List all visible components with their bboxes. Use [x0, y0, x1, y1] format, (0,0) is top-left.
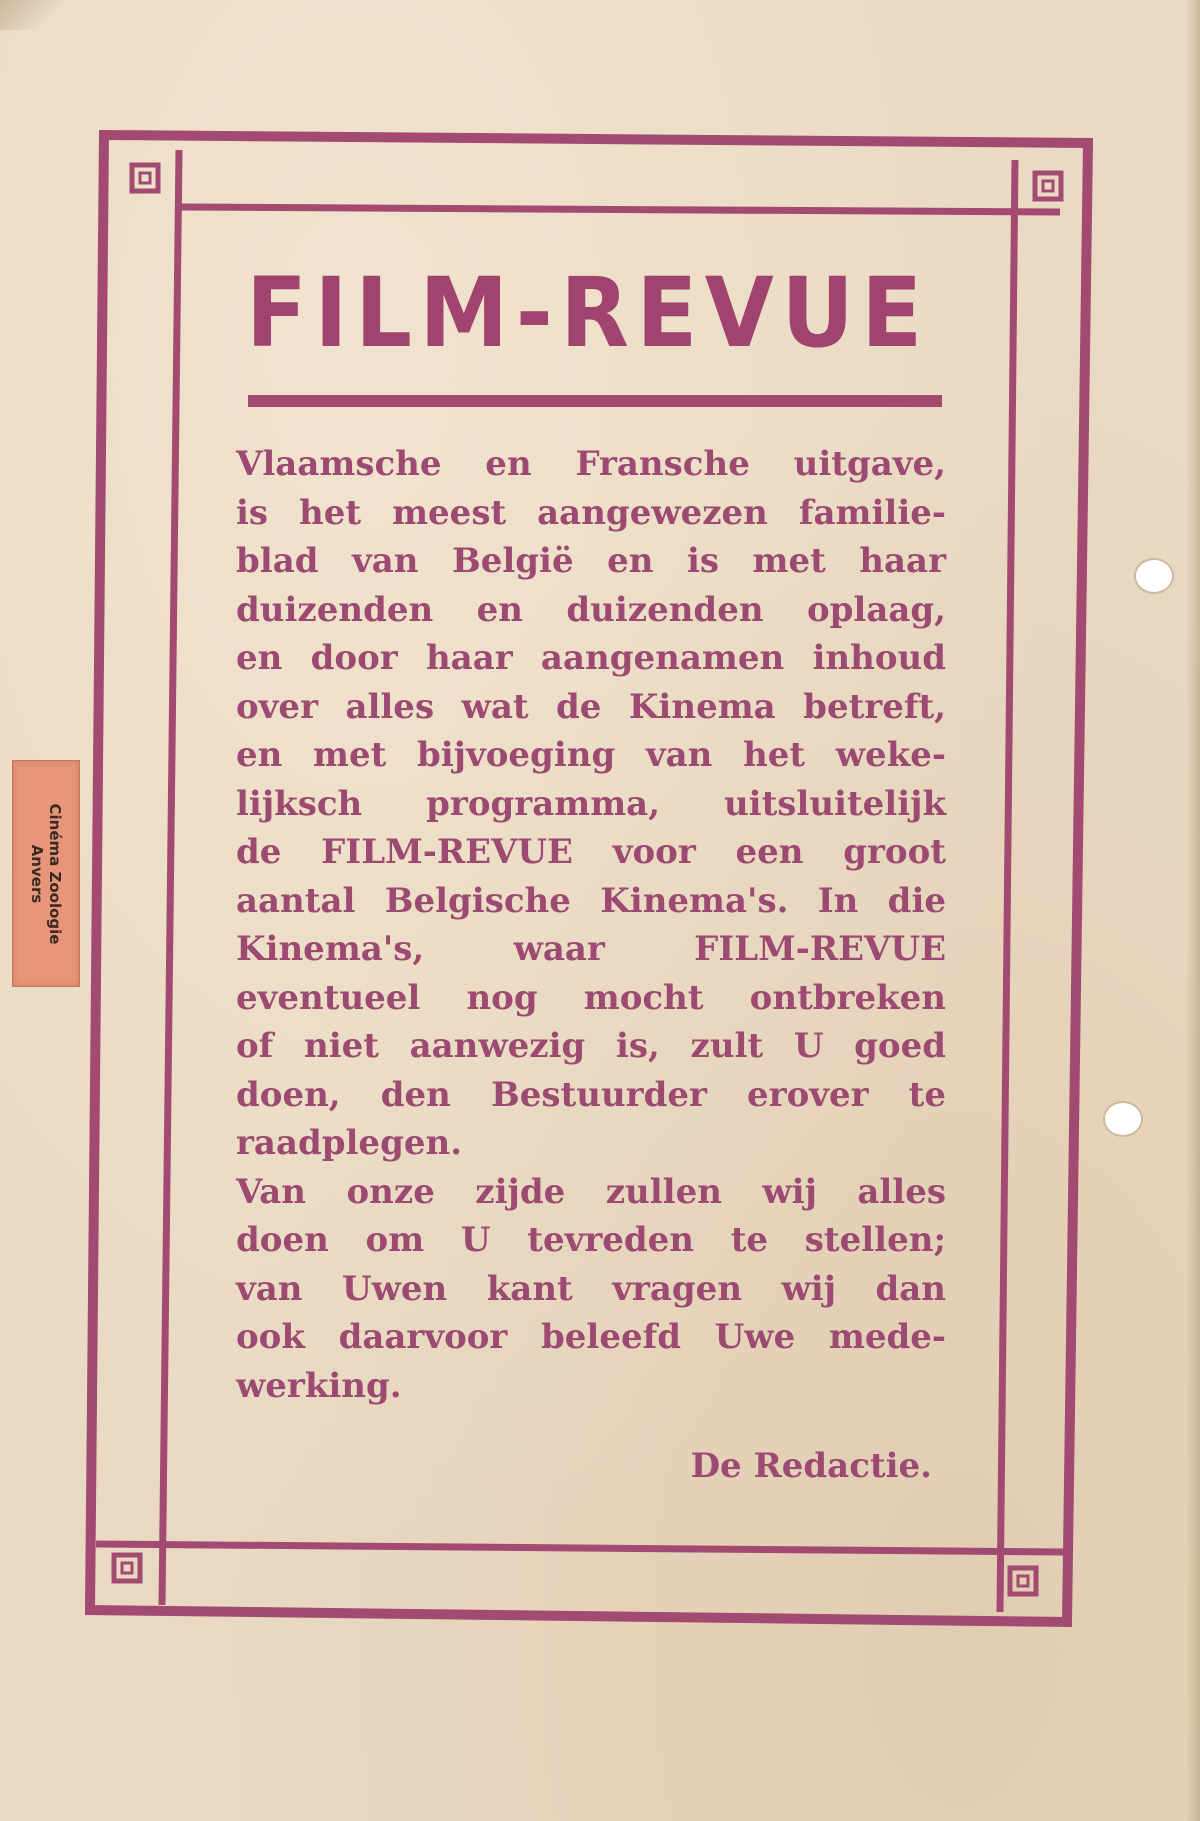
sticker-line-2: Anvers: [28, 844, 46, 903]
text-line: duizenden en duizenden oplaag,: [236, 589, 946, 630]
text-line: ook daarvoor beleefd Uwe mede-: [236, 1317, 946, 1357]
text-line: over alles wat de Kinema betreft,: [236, 686, 946, 727]
text-line: Van onze zijde zullen wij alles: [236, 1171, 946, 1212]
corner-ornament-bottom-right: [1010, 1568, 1036, 1594]
text-line: Kinema's, waar FILM-REVUE: [236, 929, 946, 969]
text-line: is het meest aangewezen familie-: [236, 492, 946, 533]
inner-rule-right: [1000, 160, 1015, 1612]
text-line: Vlaamsche en Fransche uitgave,: [236, 444, 946, 484]
announcement-text: [236, 440, 946, 1410]
text-line: de FILM-REVUE voor een groot: [236, 832, 946, 872]
text-line: blad van België en is met haar: [236, 541, 946, 581]
corner-ornament-bottom-left: [114, 1555, 140, 1581]
text-line: doen om U tevreden te stellen;: [236, 1220, 946, 1260]
text-line: en met bijvoeging van het weke-: [236, 735, 946, 775]
title-underline: [248, 395, 942, 407]
corner-ornament-top-left: [132, 165, 158, 191]
masthead-title: FILM-REVUE: [246, 257, 930, 369]
text-line: doen, den Bestuurder erover te: [236, 1074, 946, 1115]
inner-rule-top: [180, 207, 1060, 212]
sticker-line-1: Cinéma Zoologie: [46, 803, 64, 944]
corner-ornament-top-right: [1035, 173, 1061, 199]
text-line: eventueel nog mocht ontbreken: [236, 977, 946, 1018]
inner-rule-bottom: [96, 1544, 1065, 1552]
text-line: werking.: [236, 1365, 402, 1406]
text-line: en door haar aangenamen inhoud: [236, 638, 946, 678]
signature: De Redactie.: [690, 1446, 932, 1486]
text-line: van Uwen kant vragen wij dan: [236, 1268, 946, 1309]
text-line: raadplegen.: [236, 1123, 463, 1163]
text-line: aantal Belgische Kinema's. In die: [236, 880, 946, 921]
inner-rule-left: [162, 150, 179, 1605]
text-line: of niet aanwezig is, zult U goed: [236, 1026, 946, 1066]
text-line: lijksch programma, uitsluitelijk: [236, 783, 946, 824]
